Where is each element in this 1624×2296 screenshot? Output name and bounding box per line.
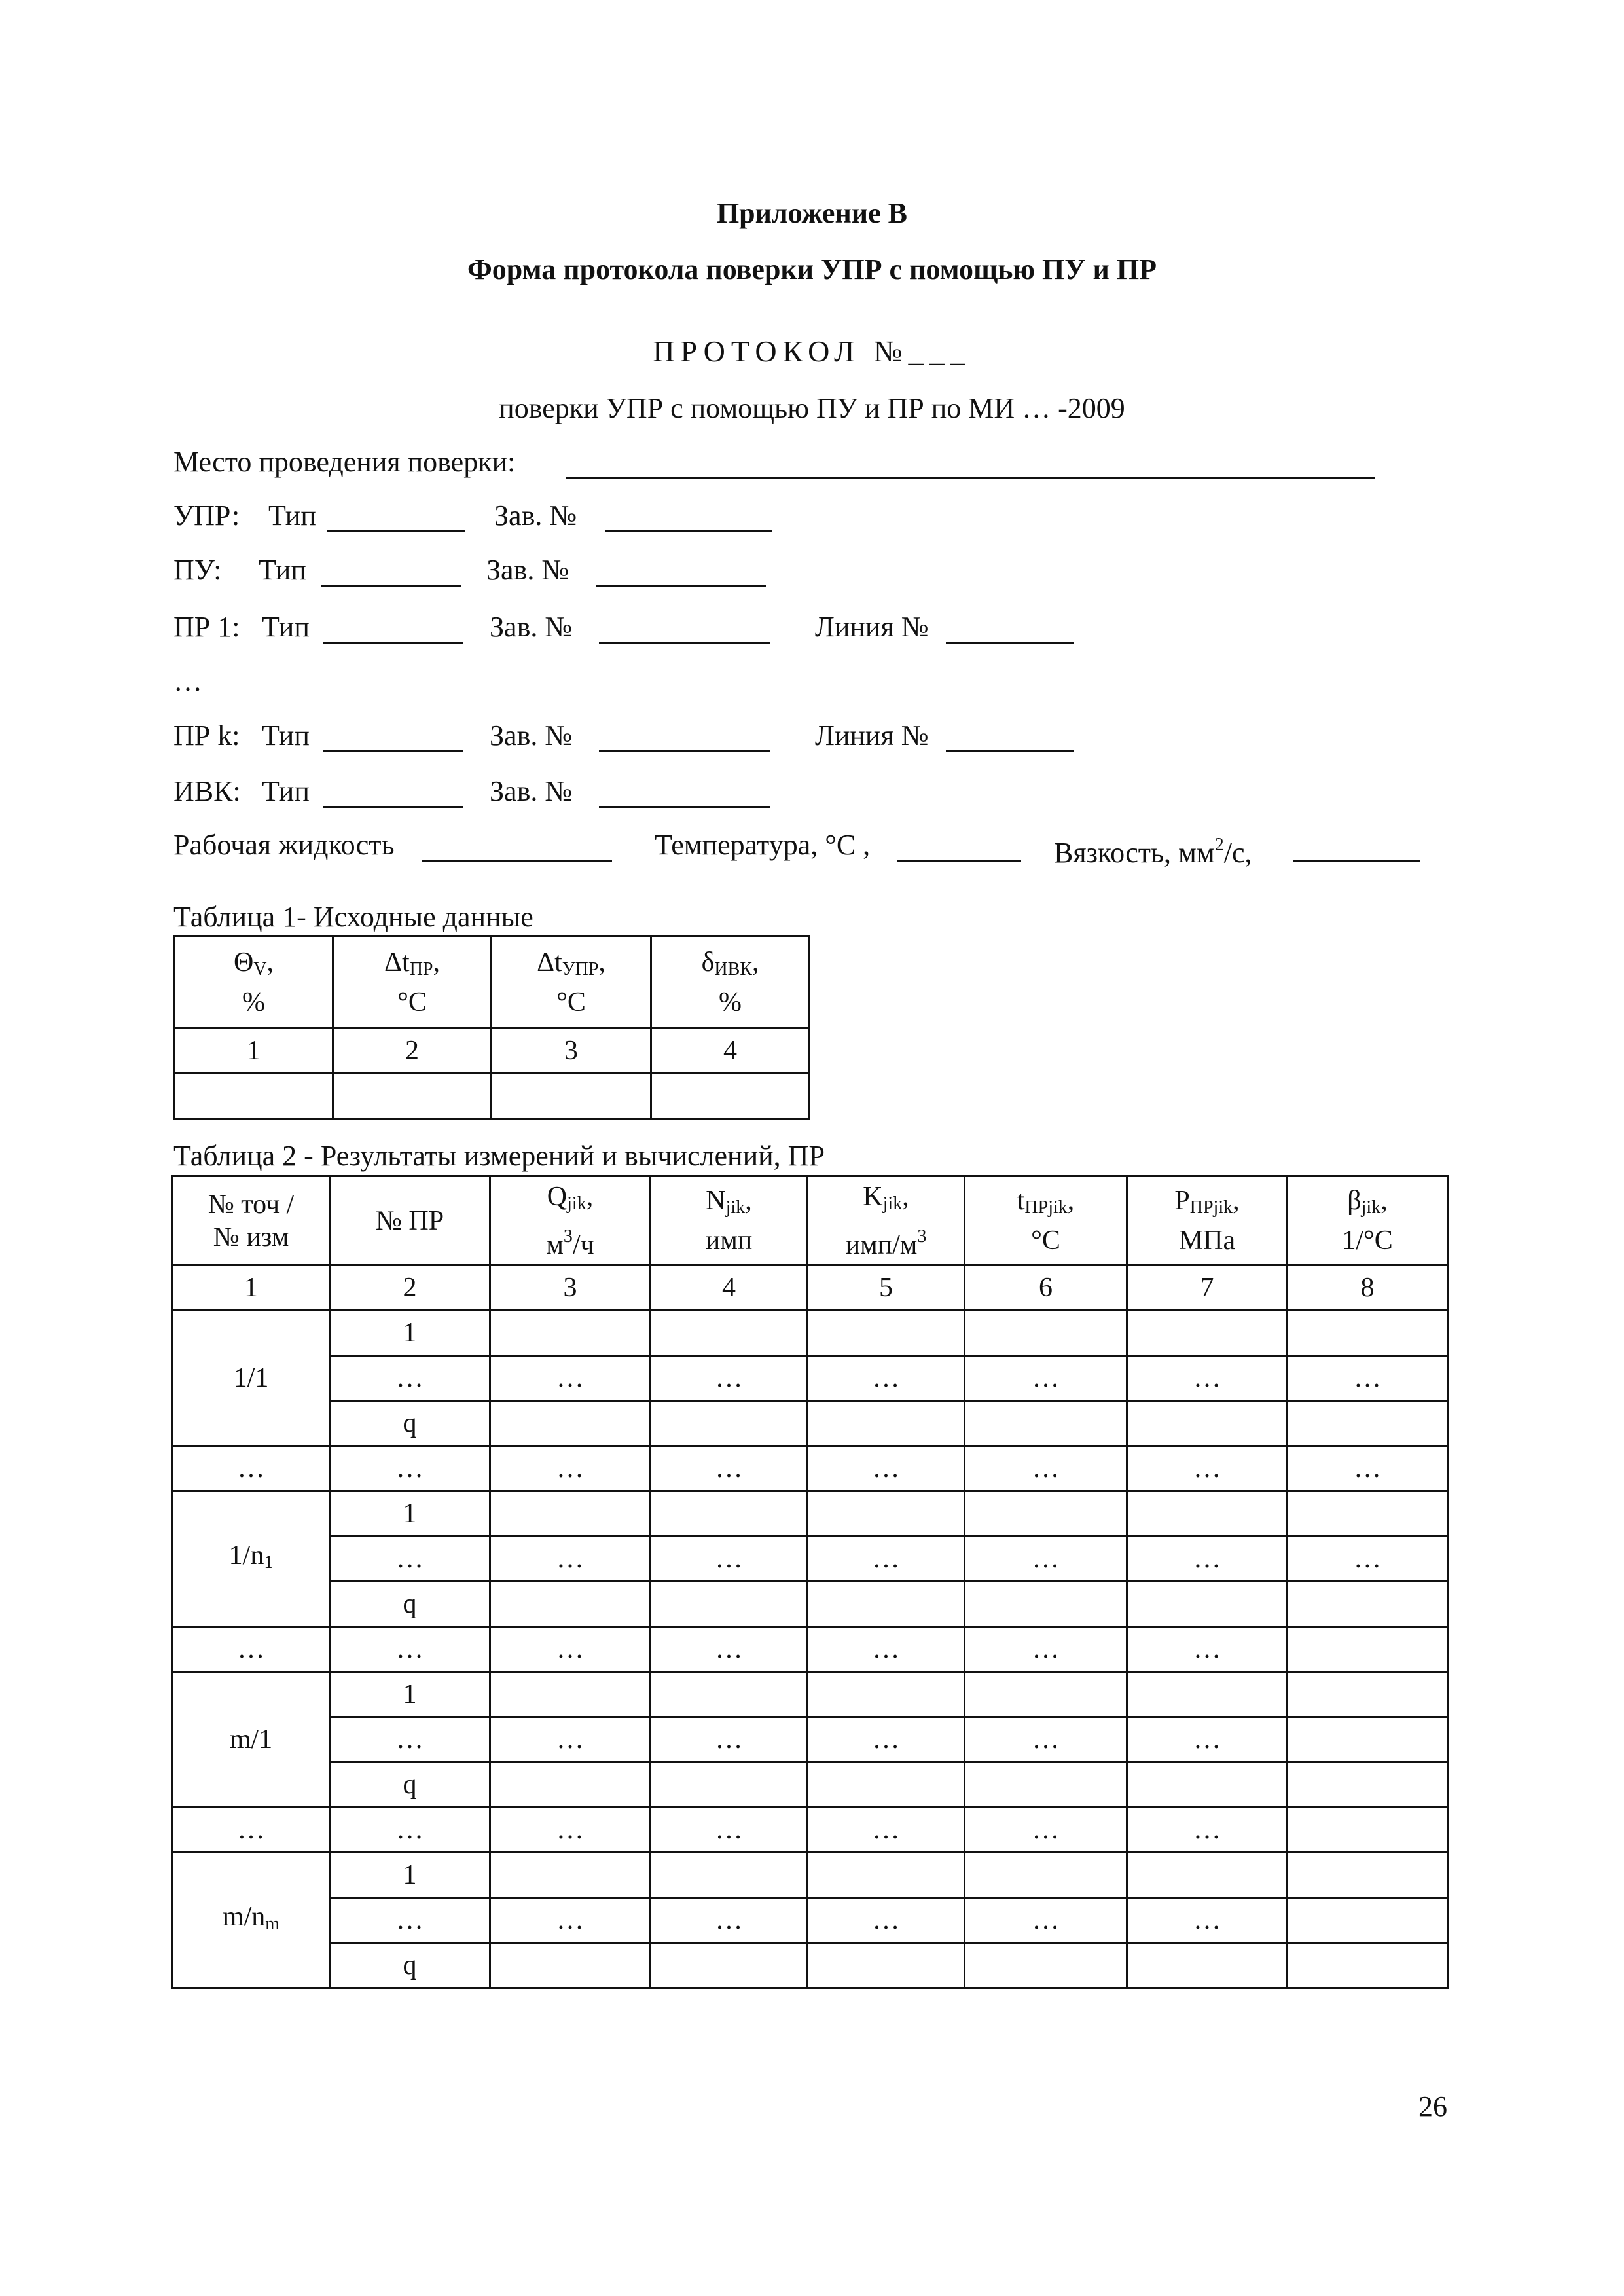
table1-column-number: 1 — [175, 1029, 333, 1074]
protocol-title: ПРОТОКОЛ №___ — [653, 335, 971, 368]
appendix-title: Приложение В — [716, 197, 908, 229]
data-cell[interactable] — [651, 1762, 808, 1808]
ellipsis-cell: … — [173, 1446, 330, 1491]
prk-serial-blank[interactable] — [599, 750, 770, 752]
table-row — [173, 1672, 1448, 1717]
pr-number-cell: q — [330, 1401, 490, 1446]
table1-column-number: 4 — [651, 1029, 810, 1074]
ellipsis-cell: … — [651, 1627, 808, 1672]
group-label-1-n1: $1/n_1$ — [173, 1491, 330, 1627]
ellipsis-cell: … — [808, 1717, 965, 1762]
data-cell[interactable] — [651, 1943, 808, 1988]
ellipsis-cell: … — [808, 1627, 965, 1672]
ellipsis-row: … — [173, 665, 202, 697]
table-row — [173, 1627, 1448, 1672]
ivk-type-blank[interactable] — [323, 806, 463, 808]
group-label-1-1: 1/1 — [173, 1311, 330, 1446]
header-pulses: $N_{jik}$, имп — [651, 1176, 808, 1266]
data-cell[interactable] — [1127, 1401, 1288, 1446]
ellipsis-cell: … — [651, 1356, 808, 1401]
data-cell[interactable] — [490, 1401, 651, 1446]
ellipsis-cell: … — [330, 1898, 490, 1943]
data-cell[interactable] — [965, 1762, 1127, 1808]
ellipsis-cell: … — [651, 1898, 808, 1943]
prk-line-blank[interactable] — [946, 750, 1074, 752]
data-cell[interactable] — [965, 1491, 1127, 1537]
ellipsis-cell: … — [1127, 1356, 1288, 1401]
prk-label: ПР k: — [173, 720, 240, 752]
table1-number-row — [175, 1029, 810, 1074]
table1-caption: Таблица 1- Исходные данные — [173, 901, 533, 933]
table1-initial-data — [173, 935, 810, 1120]
ellipsis-cell: … — [490, 1717, 651, 1762]
pr1-type-blank[interactable] — [323, 642, 463, 644]
table-row — [173, 1808, 1448, 1853]
ellipsis-cell: … — [330, 1627, 490, 1672]
prk-line-label: Линия № — [815, 720, 929, 752]
table2-column-number: 2 — [330, 1266, 490, 1311]
ellipsis-cell: … — [965, 1627, 1127, 1672]
temperature-label: Температура, °С , — [655, 829, 871, 861]
data-cell[interactable] — [965, 1943, 1127, 1988]
table2-column-number: 4 — [651, 1266, 808, 1311]
upr-type-label: Тип — [268, 500, 316, 532]
data-cell[interactable] — [490, 1672, 651, 1717]
table1-empty-cell[interactable] — [651, 1074, 810, 1119]
data-cell[interactable] — [808, 1582, 965, 1627]
ellipsis-cell: … — [1288, 1537, 1448, 1582]
ellipsis-cell: … — [965, 1446, 1127, 1491]
table1-column-number: 2 — [333, 1029, 492, 1074]
ellipsis-cell: … — [808, 1446, 965, 1491]
temperature-blank[interactable] — [897, 860, 1021, 862]
ivk-serial-label: Зав. № — [490, 775, 573, 807]
ellipsis-cell: … — [651, 1446, 808, 1491]
empty-cell[interactable] — [1288, 1627, 1448, 1672]
ellipsis-cell: … — [330, 1356, 490, 1401]
ellipsis-cell: … — [330, 1717, 490, 1762]
prk-serial-label: Зав. № — [490, 720, 573, 752]
data-cell[interactable] — [808, 1401, 965, 1446]
table-row — [173, 1537, 1448, 1582]
liquid-blank[interactable] — [422, 860, 612, 862]
ellipsis-cell: … — [965, 1717, 1127, 1762]
data-cell[interactable] — [808, 1762, 965, 1808]
ellipsis-cell: … — [651, 1537, 808, 1582]
pr-number-cell: 1 — [330, 1853, 490, 1898]
header-beta: $\beta_{jik}$, 1/°С — [1288, 1176, 1448, 1266]
table2-column-number: 3 — [490, 1266, 651, 1311]
header-k-factor: $K_{jik}$, имп/$м^3$ — [808, 1176, 965, 1266]
data-cell[interactable] — [1288, 1943, 1448, 1988]
data-cell[interactable] — [490, 1491, 651, 1537]
data-cell[interactable] — [651, 1401, 808, 1446]
ellipsis-cell: … — [965, 1537, 1127, 1582]
pr1-line-label: Линия № — [815, 611, 929, 643]
pr1-serial-label: Зав. № — [490, 611, 573, 643]
data-cell[interactable] — [808, 1943, 965, 1988]
table-row — [173, 1717, 1448, 1762]
table1-header-cell: $\Delta t_{ПР}$, °С — [333, 936, 492, 1029]
viscosity-blank[interactable] — [1293, 860, 1420, 862]
ivk-serial-blank[interactable] — [599, 806, 770, 808]
table-row — [173, 1582, 1448, 1627]
data-cell[interactable] — [490, 1582, 651, 1627]
ellipsis-cell: … — [651, 1808, 808, 1853]
table-row — [173, 1491, 1448, 1537]
upr-serial-blank[interactable] — [605, 530, 772, 532]
data-cell[interactable] — [1288, 1762, 1448, 1808]
pr1-serial-blank[interactable] — [599, 642, 770, 644]
table1-header-cell: $\Theta_V$, % — [175, 936, 333, 1029]
upr-serial-label: Зав. № — [494, 500, 577, 532]
header-pr-number: № ПР — [330, 1176, 490, 1266]
ellipsis-cell: … — [330, 1537, 490, 1582]
table1-header-cell: $\delta_{ИВК}$, % — [651, 936, 810, 1029]
data-cell[interactable] — [808, 1853, 965, 1898]
ellipsis-cell: … — [808, 1898, 965, 1943]
pu-serial-label: Зав. № — [486, 554, 569, 586]
pr1-label: ПР 1: — [173, 611, 240, 643]
header-pressure: $P_{ПРjik}$, МПа — [1127, 1176, 1288, 1266]
data-cell[interactable] — [651, 1311, 808, 1356]
data-cell[interactable] — [1127, 1762, 1288, 1808]
prk-type-label: Тип — [262, 720, 310, 752]
data-cell[interactable] — [808, 1672, 965, 1717]
data-cell[interactable] — [808, 1491, 965, 1537]
ellipsis-cell: … — [808, 1808, 965, 1853]
upr-label: УПР: — [173, 500, 240, 532]
data-cell[interactable] — [651, 1853, 808, 1898]
ellipsis-cell: … — [1288, 1446, 1448, 1491]
page-number: 26 — [1418, 2090, 1447, 2123]
ellipsis-cell: … — [808, 1356, 965, 1401]
data-cell[interactable] — [1288, 1582, 1448, 1627]
ellipsis-cell: … — [490, 1446, 651, 1491]
ellipsis-cell: … — [1127, 1627, 1288, 1672]
data-cell[interactable] — [965, 1401, 1127, 1446]
pr-number-cell: q — [330, 1762, 490, 1808]
data-cell[interactable] — [651, 1672, 808, 1717]
table2-column-number: 1 — [173, 1266, 330, 1311]
data-cell[interactable] — [490, 1853, 651, 1898]
data-cell[interactable] — [490, 1311, 651, 1356]
ellipsis-cell: … — [490, 1537, 651, 1582]
pu-type-label: Тип — [259, 554, 306, 586]
data-cell[interactable] — [651, 1491, 808, 1537]
data-cell[interactable] — [1127, 1491, 1288, 1537]
table-row — [173, 1762, 1448, 1808]
ellipsis-cell: … — [651, 1717, 808, 1762]
pr1-line-blank[interactable] — [946, 642, 1074, 644]
upr-type-blank[interactable] — [327, 530, 465, 532]
liquid-label: Рабочая жидкость — [173, 829, 395, 861]
pr-number-cell: 1 — [330, 1491, 490, 1537]
group-label-m-nm: $m/n_m$ — [173, 1853, 330, 1988]
data-cell[interactable] — [965, 1853, 1127, 1898]
header-point-measurement: № точ / № изм — [173, 1176, 330, 1266]
place-label: Место проведения поверки: — [173, 446, 516, 478]
ivk-label: ИВК: — [173, 775, 241, 807]
form-title: Форма протокола поверки УПР с помощью ПУ и ПР — [467, 253, 1157, 285]
data-cell[interactable] — [490, 1943, 651, 1988]
table1-empty-row — [175, 1074, 810, 1119]
ellipsis-cell: … — [1127, 1898, 1288, 1943]
data-cell[interactable] — [1288, 1672, 1448, 1717]
table-row — [173, 1401, 1448, 1446]
ellipsis-cell: … — [490, 1356, 651, 1401]
table2-column-number: 8 — [1288, 1266, 1448, 1311]
protocol-subtitle: поверки УПР с помощью ПУ и ПР по МИ … -2009 — [499, 392, 1125, 424]
empty-cell[interactable] — [1288, 1898, 1448, 1943]
data-cell[interactable] — [1288, 1401, 1448, 1446]
pr-number-cell: 1 — [330, 1672, 490, 1717]
data-cell[interactable] — [808, 1311, 965, 1356]
header-flow-rate: $Q_{jik}$, $м^3/ч$ — [490, 1176, 651, 1266]
table2-column-number: 5 — [808, 1266, 965, 1311]
data-cell[interactable] — [1288, 1311, 1448, 1356]
pr-number-cell: q — [330, 1943, 490, 1988]
data-cell[interactable] — [965, 1672, 1127, 1717]
group-label-m-1: m/1 — [173, 1672, 330, 1808]
viscosity-label: Вязкость, $мм^2/с$, — [1054, 835, 1252, 869]
data-cell[interactable] — [1288, 1491, 1448, 1537]
pr-number-cell: q — [330, 1582, 490, 1627]
table2-results — [171, 1175, 1449, 1989]
table1-empty-cell[interactable] — [333, 1074, 492, 1119]
ellipsis-cell: … — [1127, 1808, 1288, 1853]
pu-type-blank[interactable] — [321, 585, 461, 587]
table1-empty-cell[interactable] — [492, 1074, 651, 1119]
table-row — [173, 1446, 1448, 1491]
pr-number-cell: 1 — [330, 1311, 490, 1356]
table1-header-cell: $\Delta t_{УПР}$, °С — [492, 936, 651, 1029]
data-cell[interactable] — [1288, 1853, 1448, 1898]
ellipsis-cell: … — [1127, 1717, 1288, 1762]
prk-type-blank[interactable] — [323, 750, 463, 752]
data-cell[interactable] — [1127, 1943, 1288, 1988]
data-cell[interactable] — [1127, 1853, 1288, 1898]
header-temperature: $t_{ПРjik}$, °С — [965, 1176, 1127, 1266]
ellipsis-cell: … — [330, 1446, 490, 1491]
ellipsis-cell: … — [490, 1898, 651, 1943]
table1-header-row — [175, 936, 810, 1029]
ellipsis-cell: … — [965, 1356, 1127, 1401]
ellipsis-cell: … — [965, 1808, 1127, 1853]
data-cell[interactable] — [965, 1311, 1127, 1356]
place-blank[interactable] — [566, 477, 1375, 479]
table1-empty-cell[interactable] — [175, 1074, 333, 1119]
ellipsis-cell: … — [1288, 1356, 1448, 1401]
empty-cell[interactable] — [1288, 1717, 1448, 1762]
table-row — [173, 1311, 1448, 1356]
table-row — [173, 1898, 1448, 1943]
table2-column-number: 6 — [965, 1266, 1127, 1311]
pu-label: ПУ: — [173, 554, 222, 586]
ellipsis-cell: … — [490, 1808, 651, 1853]
table2-caption: Таблица 2 - Результаты измерений и вычислений, ПР — [173, 1140, 825, 1172]
data-cell[interactable] — [490, 1762, 651, 1808]
table-row — [173, 1356, 1448, 1401]
data-cell[interactable] — [651, 1582, 808, 1627]
table2-number-row — [173, 1266, 1448, 1311]
data-cell[interactable] — [965, 1582, 1127, 1627]
ellipsis-cell: … — [965, 1898, 1127, 1943]
empty-cell[interactable] — [1288, 1808, 1448, 1853]
ellipsis-cell: … — [173, 1627, 330, 1672]
ellipsis-cell: … — [1127, 1537, 1288, 1582]
ellipsis-cell: … — [330, 1808, 490, 1853]
ellipsis-cell: … — [1127, 1446, 1288, 1491]
pu-serial-blank[interactable] — [596, 585, 766, 587]
ellipsis-cell: … — [173, 1808, 330, 1853]
table2-column-number: 7 — [1127, 1266, 1288, 1311]
ivk-type-label: Тип — [262, 775, 310, 807]
pr1-type-label: Тип — [262, 611, 310, 643]
table-row — [173, 1943, 1448, 1988]
ellipsis-cell: … — [490, 1627, 651, 1672]
table2-header-row — [173, 1176, 1448, 1266]
data-cell[interactable] — [1127, 1311, 1288, 1356]
table-row — [173, 1853, 1448, 1898]
data-cell[interactable] — [1127, 1672, 1288, 1717]
ellipsis-cell: … — [808, 1537, 965, 1582]
data-cell[interactable] — [1127, 1582, 1288, 1627]
table1-column-number: 3 — [492, 1029, 651, 1074]
